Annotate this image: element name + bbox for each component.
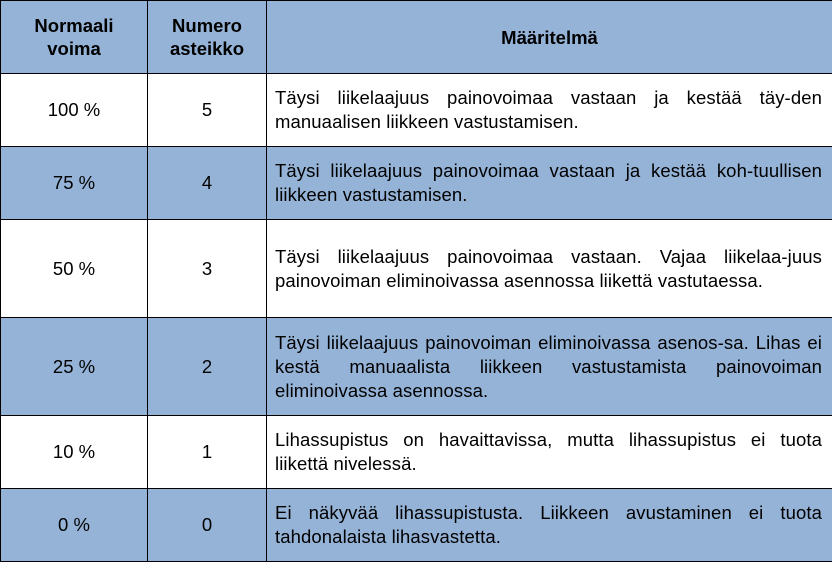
force-percent-cell: 75 % <box>1 147 148 220</box>
header-normal-force-line2: voima <box>47 38 100 59</box>
definition-cell: Ei näkyvää lihassupistusta. Liikkeen avustaminen ei tuota tahdonalaista lihasvastetta. <box>267 489 832 562</box>
header-numeric-scale <box>148 1 267 74</box>
header-normal-force-line1: Normaali <box>34 15 113 36</box>
table-row <box>1 489 832 562</box>
definition-cell: Täysi liikelaajuus painovoimaa vastaan ja kestää koh-tuullisen liikkeen vastustamisen. <box>267 147 832 220</box>
force-percent-cell: 100 % <box>1 74 148 147</box>
grade-cell: 1 <box>148 416 267 489</box>
header-numeric-scale-line1: Numero <box>172 15 242 36</box>
definition-cell: Täysi liikelaajuus painovoimaa vastaan ja kestää täy-den manuaalisen liikkeen vastustamisen. <box>267 74 832 147</box>
force-percent-cell: 50 % <box>1 220 148 318</box>
force-percent-cell: 25 % <box>1 318 148 416</box>
table-row <box>1 220 832 318</box>
table-row <box>1 416 832 489</box>
definition-cell: Lihassupistus on havaittavissa, mutta lihassupistus ei tuota liikettä nivelessä. <box>267 416 832 489</box>
grade-cell: 5 <box>148 74 267 147</box>
header-normal-force <box>1 1 148 74</box>
table-row <box>1 74 832 147</box>
force-percent-cell: 10 % <box>1 416 148 489</box>
grade-cell: 3 <box>148 220 267 318</box>
table-header-row <box>1 1 832 74</box>
header-numeric-scale-line2: asteikko <box>170 38 244 59</box>
header-definition: Määritelmä <box>267 1 832 74</box>
definition-cell: Täysi liikelaajuus painovoimaa vastaan. Vajaa liikelaa-juus painovoiman eliminoivassa asennossa liikettä vastutaessa. <box>267 220 832 318</box>
grade-cell: 0 <box>148 489 267 562</box>
definition-cell: Täysi liikelaajuus painovoiman eliminoivassa asenos-sa. Lihas ei kestä manuaalista liikkeen vastustamista painovoiman eliminoivassa asennossa. <box>267 318 832 416</box>
grade-cell: 2 <box>148 318 267 416</box>
table-row <box>1 318 832 416</box>
grade-cell: 4 <box>148 147 267 220</box>
force-percent-cell: 0 % <box>1 489 148 562</box>
table-row <box>1 147 832 220</box>
